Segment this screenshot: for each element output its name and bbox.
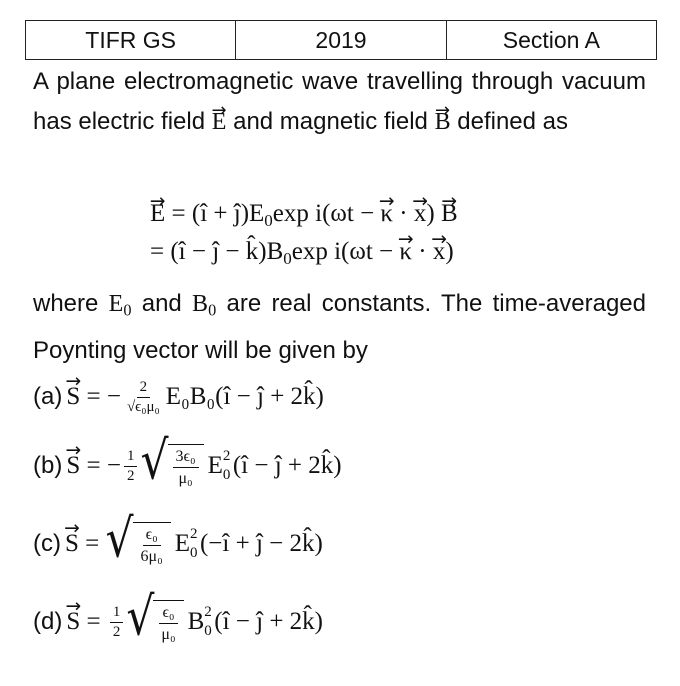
option-d-b-scripts [204,603,214,640]
option-a[interactable] [33,369,324,425]
eq1-b-vector: → B [441,196,458,232]
option-c-label: (c) [33,530,61,557]
electric-field-symbol: → E [212,102,227,142]
option-b-rad-den: μ₀ [178,470,193,487]
option-b-label: (b) [33,452,63,479]
eq1-sub: 0 [264,210,273,230]
option-a-fraction [124,379,163,416]
option-c-s-vector: → S [65,530,79,558]
question-intro [33,62,646,142]
option-d-b-sub: 0 [204,623,212,640]
eq1-kappa: → κ [380,196,393,232]
option-c-rad-num: ϵ₀ [143,525,161,546]
option-d-b-sup: 2 [204,603,212,620]
option-b-rad-num: 3ϵ₀ [173,447,199,468]
eq2-x: → x [433,234,446,270]
where-b0 [192,291,217,320]
option-d-radical-icon: √ [126,586,155,648]
where-b0-letter: B [192,291,209,317]
option-a-s-vector: → S [66,383,80,411]
where-e0-sub: 0 [123,300,132,320]
eq2-rhs: = (î − ĵ − k̂)B [150,238,284,265]
option-c-pre: = [78,530,106,557]
option-c-e-letter: E [174,530,190,557]
option-a-num: 2 [137,379,151,398]
option-b-sqrt [140,430,203,492]
intro-text-1: A plane electromagnetic wave travelling through vacuum has electric field [33,68,646,135]
option-b-den: 2 [126,467,135,484]
equation-magnetic-field [150,234,454,277]
where-text-3: are real constants. The time-averaged Poynting vector will be given by [33,290,646,364]
header-section: Section A [446,21,656,60]
option-d-den: 2 [112,623,121,640]
option-a-pre: = − [80,383,121,410]
option-d-num: 1 [110,604,124,623]
option-d-radicand [153,600,183,644]
intro-text-3: defined as [457,108,569,135]
eq2-sub: 0 [283,248,292,268]
option-b-rad-fraction [173,447,199,488]
option-d-pre: = [80,608,107,635]
option-b-num: 1 [124,448,138,467]
eq1-dot: · [393,200,414,227]
option-b-e-sub: 0 [222,467,231,484]
option-b-e-letter: E [207,452,223,479]
option-b-math [66,430,342,492]
question-where [33,284,646,371]
option-d-rad-den: μ₀ [161,626,176,643]
option-b-radical-icon: √ [140,430,169,492]
header-row [26,21,657,60]
option-d-s-vector: → S [66,608,80,636]
eq2-dot: · [412,238,433,265]
option-c-rad-fraction [138,525,166,566]
eq1-exp: exp i(ωt − [272,200,381,227]
option-b-e-scripts [222,447,233,484]
option-d-rad-fraction [158,603,178,644]
option-b-e-sup: 2 [222,447,231,464]
option-d-label: (d) [33,608,63,635]
eq2-exp: exp i(ωt − [291,238,400,265]
option-c-radicand [133,522,171,566]
option-b-fraction [124,448,138,485]
intro-text-2: and magnetic field [233,108,428,135]
option-c[interactable] [33,508,323,572]
where-b0-sub: 0 [208,300,217,320]
where-text-2: and [141,290,182,317]
option-c-e-scripts [189,525,200,562]
eq1-e-vector: → E [150,196,165,232]
option-d-fraction [110,604,124,641]
option-a-post: E₀B₀(î − ĵ + 2k̂) [165,383,324,410]
header-table [25,20,657,60]
option-d-sqrt [126,586,183,648]
option-c-rad-den: 6μ₀ [140,548,163,565]
header-year: 2019 [236,21,446,60]
option-d[interactable] [33,586,323,650]
where-e0-letter: E [108,291,124,317]
eq1-close: ) [426,200,441,227]
eq1-rhs: = (î + ĵ)E [165,200,265,227]
header-exam: TIFR GS [26,21,236,60]
option-d-rad-num: ϵ₀ [159,603,177,624]
option-c-post: (−î + ĵ − 2k̂) [199,530,323,557]
where-text-1: where [33,290,99,317]
eq2-close: ) [445,238,454,265]
option-a-den: √ϵ₀μ₀ [126,398,160,415]
option-b-s-vector: → S [66,452,80,480]
eq2-kappa: → κ [399,234,412,270]
eq1-x: → x [414,196,427,232]
option-b-pre: = − [80,452,121,479]
option-a-math [66,379,324,416]
option-d-b-letter: B [187,608,205,635]
option-d-math [66,586,323,648]
where-e0 [108,291,132,320]
option-c-sqrt [105,508,171,570]
option-c-math [64,508,323,570]
option-d-post: (î − ĵ + 2k̂) [214,608,323,635]
option-a-label: (a) [33,383,63,410]
option-b[interactable] [33,430,342,494]
option-c-e-sub: 0 [189,545,198,562]
option-b-radicand [168,444,204,488]
option-b-post: (î − ĵ + 2k̂) [232,452,342,479]
option-c-e-sup: 2 [189,525,198,542]
magnetic-field-symbol: → B [435,102,451,142]
option-c-radical-icon: √ [105,508,134,570]
